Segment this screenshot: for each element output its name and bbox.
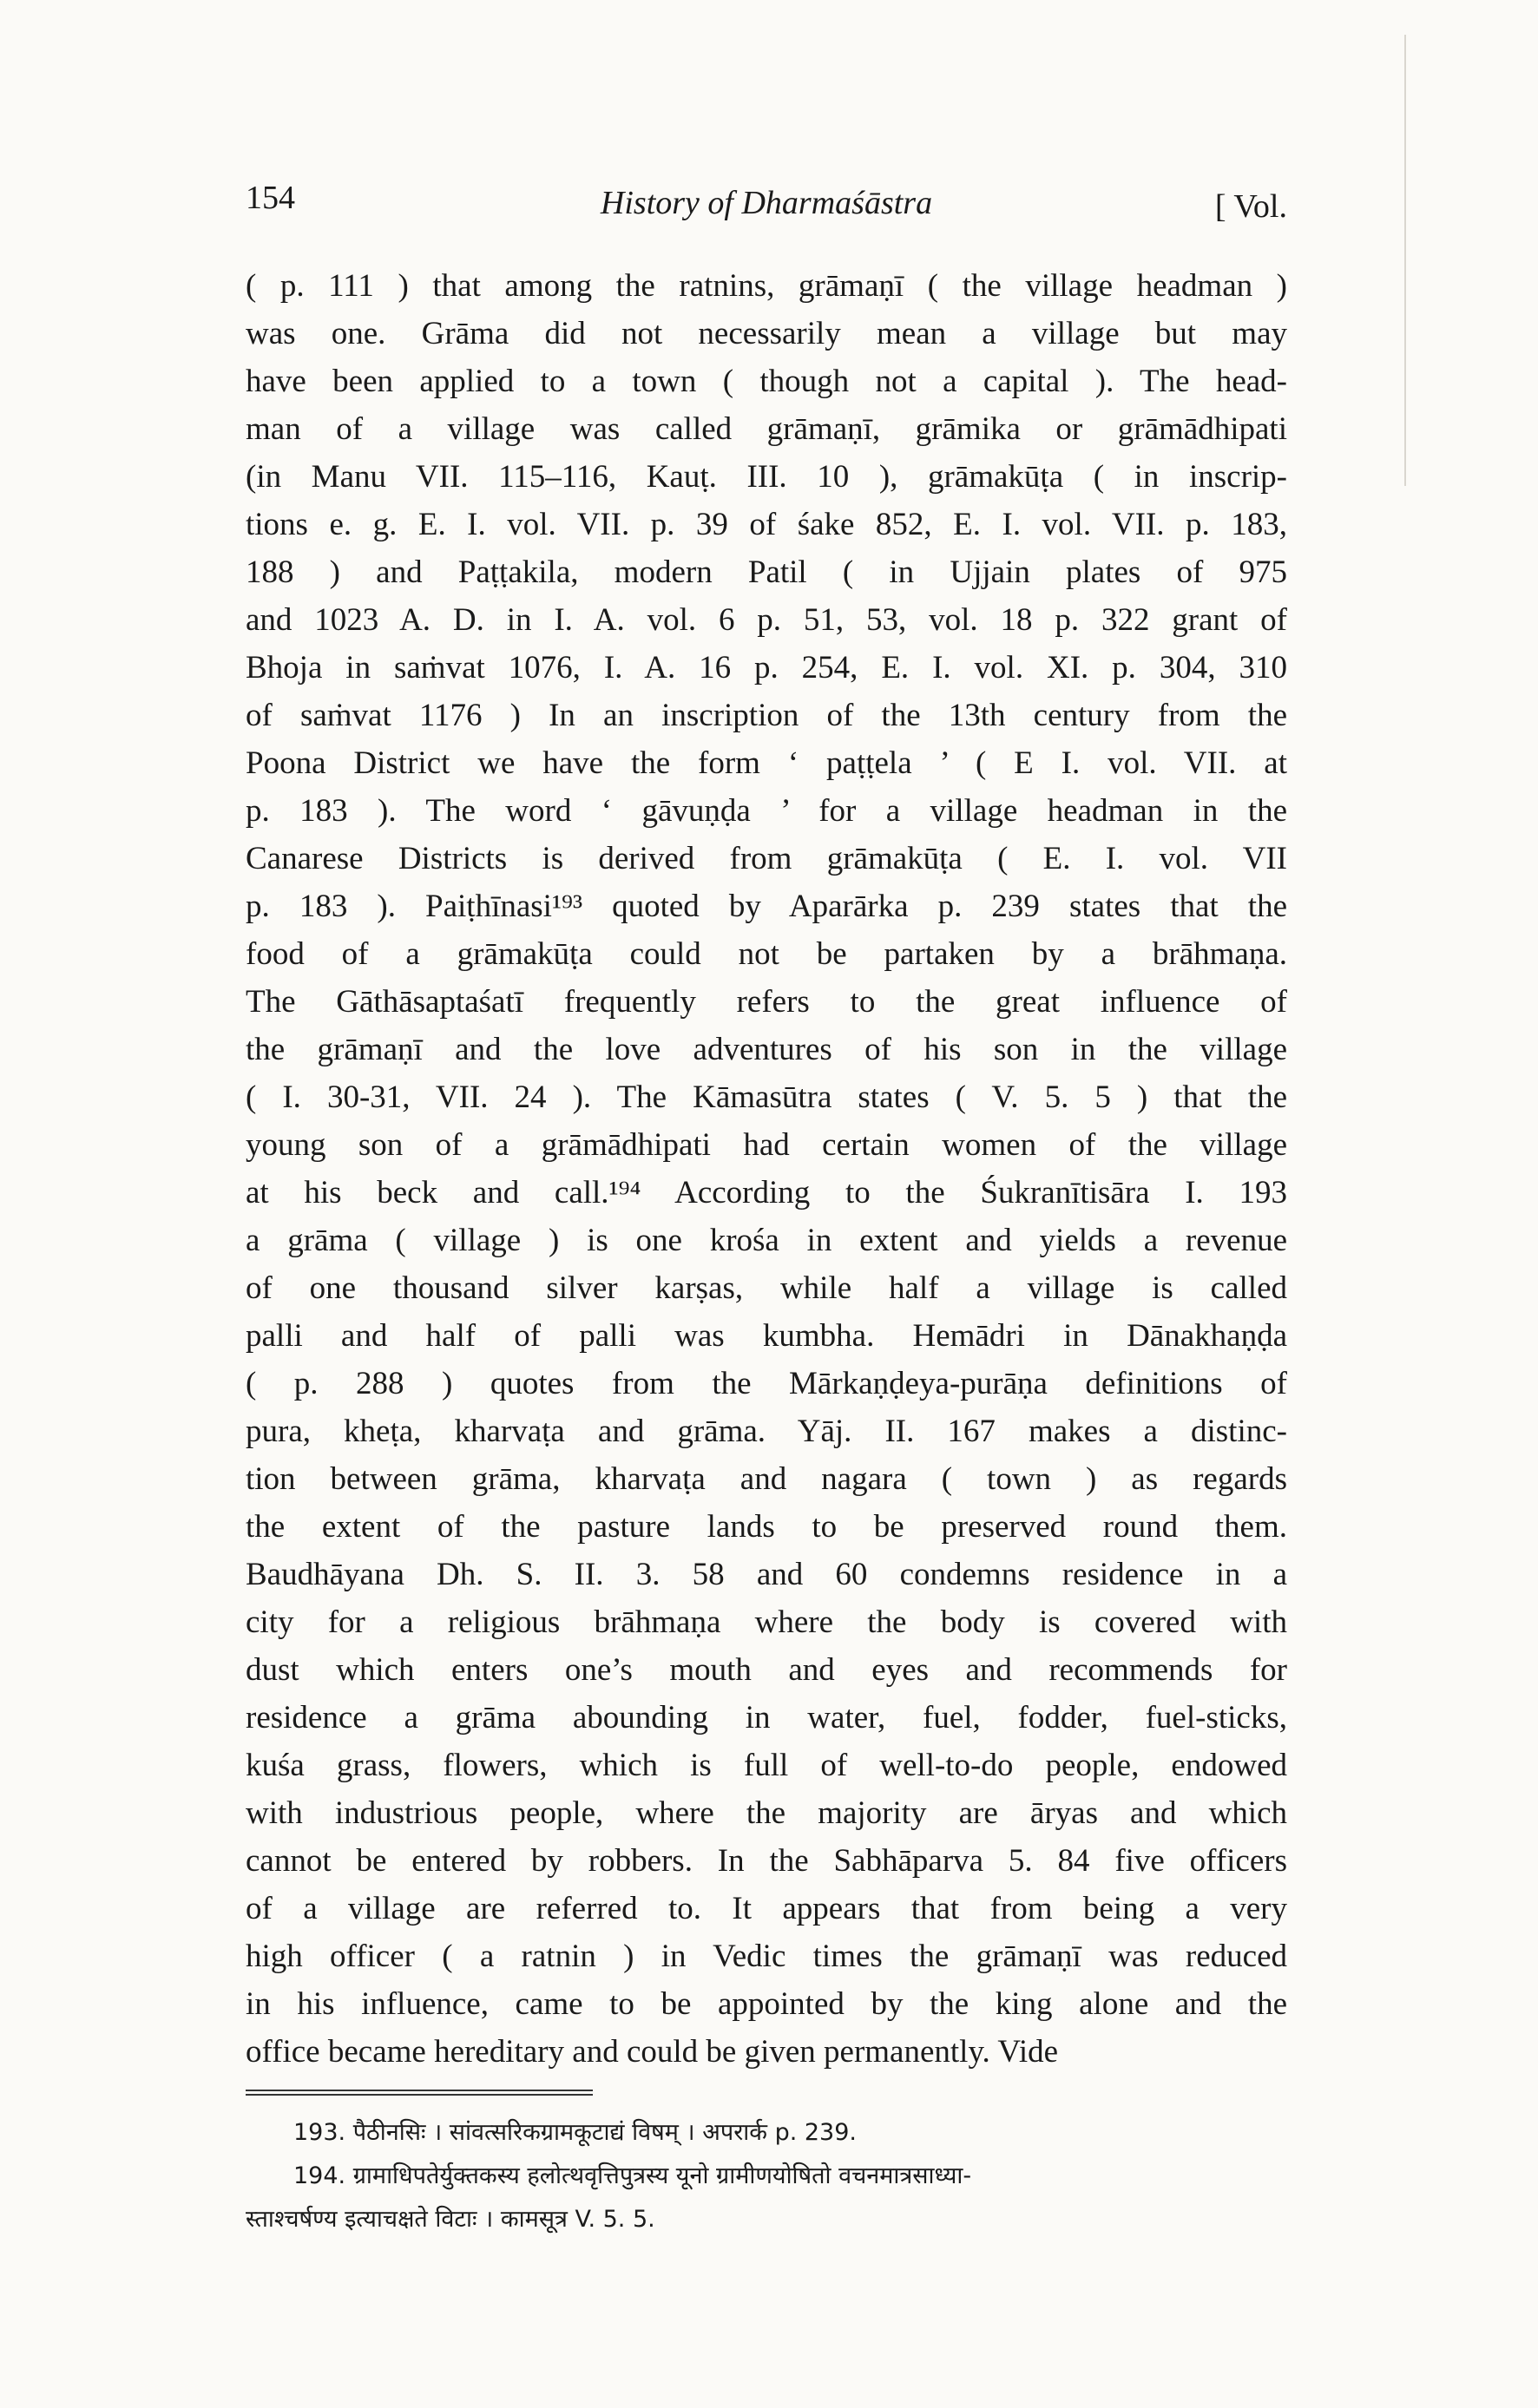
body-line: Baudhāyana Dh. S. II. 3. 58 and 60 condemns residence in a: [246, 1557, 1287, 1592]
body-line: Bhoja in saṁvat 1076, I. A. 16 p. 254, E. I. vol. XI. p. 304, 310: [246, 650, 1287, 686]
body-text: [246, 262, 1287, 2076]
footnote-194-continuation: स्ताश्चर्षण्य इत्याचक्षते विटाः । कामसूत्र V. 5. 5.: [246, 2206, 655, 2233]
body-line: p. 183 ). The word ‘ gāvuṇḍa ’ for a village headman in the: [246, 793, 1287, 829]
body-line: was one. Grāma did not necessarily mean a village but may: [246, 316, 1287, 351]
body-line: residence a grāma abounding in water, fuel, fodder, fuel-sticks,: [246, 1700, 1287, 1735]
volume-marker: [ Vol.: [1214, 188, 1287, 225]
footnote-rule: [246, 2090, 593, 2096]
body-line: office became hereditary and could be given permanently. Vide: [246, 2034, 1059, 2070]
body-line: Poona District we have the form ‘ paṭṭela ’ ( E I. vol. VII. at: [246, 745, 1287, 781]
body-line: ( p. 111 ) that among the ratnins, grāmaṇī ( the village headman ): [246, 268, 1287, 304]
body-line: young son of a grāmādhipati had certain women of the village: [246, 1127, 1287, 1163]
page-number: 154: [246, 180, 295, 216]
page-header: [246, 170, 1287, 231]
body-line: pura, kheṭa, kharvaṭa and grāma. Yāj. II. 167 makes a distinc-: [246, 1414, 1287, 1449]
body-line: p. 183 ). Paiṭhīnasi¹⁹³ quoted by Aparārka p. 239 states that the: [246, 889, 1287, 924]
body-line: palli and half of palli was kumbha. Hemādri in Dānakhaṇḍa: [246, 1318, 1287, 1354]
running-title: History of Dharmaśāstra: [600, 185, 933, 221]
body-line: high officer ( a ratnin ) in Vedic times the grāmaṇī was reduced: [246, 1939, 1287, 1974]
body-line: man of a village was called grāmaṇī, grāmika or grāmādhipati: [246, 411, 1287, 447]
body-line: the extent of the pasture lands to be preserved round them.: [246, 1509, 1287, 1545]
body-line: have been applied to a town ( though not a capital ). The head-: [246, 364, 1287, 399]
footnotes: [246, 2111, 1287, 2241]
body-line: Canarese Districts is derived from grāmakūṭa ( E. I. vol. VII: [246, 841, 1287, 876]
body-line: of a village are referred to. It appears that from being a very: [246, 1891, 1287, 1926]
page-edge-line: [1404, 35, 1406, 486]
body-line: and 1023 A. D. in I. A. vol. 6 p. 51, 53, vol. 18 p. 322 grant of: [246, 602, 1287, 638]
body-line: of one thousand silver karṣas, while half a village is called: [246, 1270, 1287, 1306]
footnote-194: 194. ग्रामाधिपतेर्युक्तकस्य हलोत्थवृत्तिपुत्रस्य यूनो ग्रामीणयोषितो वचनमात्रसाध्या-: [293, 2162, 972, 2189]
body-line: The Gāthāsaptaśatī frequently refers to the great influence of: [246, 984, 1287, 1020]
body-line: in his influence, came to be appointed by the king alone and the: [246, 1986, 1287, 2022]
body-line: at his beck and call.¹⁹⁴ According to the Śukranītisāra I. 193: [246, 1175, 1287, 1211]
body-line: tion between grāma, kharvaṭa and nagara ( town ) as regards: [246, 1461, 1287, 1497]
body-line: kuśa grass, flowers, which is full of well-to-do people, endowed: [246, 1748, 1287, 1783]
body-line: of saṁvat 1176 ) In an inscription of the 13th century from the: [246, 698, 1287, 733]
book-page: [246, 170, 1287, 2241]
body-line: food of a grāmakūṭa could not be partaken by a brāhmaṇa.: [246, 936, 1287, 972]
body-line: a grāma ( village ) is one krośa in extent and yields a revenue: [246, 1223, 1287, 1258]
body-line: ( p. 288 ) quotes from the Mārkaṇḍeya-purāṇa definitions of: [246, 1366, 1287, 1401]
body-line: with industrious people, where the majority are āryas and which: [246, 1795, 1287, 1831]
body-line: cannot be entered by robbers. In the Sabhāparva 5. 84 five officers: [246, 1843, 1287, 1879]
body-line: city for a religious brāhmaṇa where the body is covered with: [246, 1604, 1287, 1640]
footnote-193: 193. पैठीनसिः । सांवत्सरिकग्रामकूटाद्यं विषम् । अपरार्क p. 239.: [293, 2119, 857, 2146]
body-line: the grāmaṇī and the love adventures of his son in the village: [246, 1032, 1287, 1067]
body-line: 188 ) and Paṭṭakila, modern Patil ( in Ujjain plates of 975: [246, 554, 1287, 590]
body-line: ( I. 30-31, VII. 24 ). The Kāmasūtra states ( V. 5. 5 ) that the: [246, 1079, 1287, 1115]
body-line: (in Manu VII. 115–116, Kauṭ. III. 10 ), grāmakūṭa ( in inscrip-: [246, 459, 1287, 495]
body-line: tions e. g. E. I. vol. VII. p. 39 of śake 852, E. I. vol. VII. p. 183,: [246, 507, 1287, 542]
body-line: dust which enters one’s mouth and eyes and recommends for: [246, 1652, 1287, 1688]
